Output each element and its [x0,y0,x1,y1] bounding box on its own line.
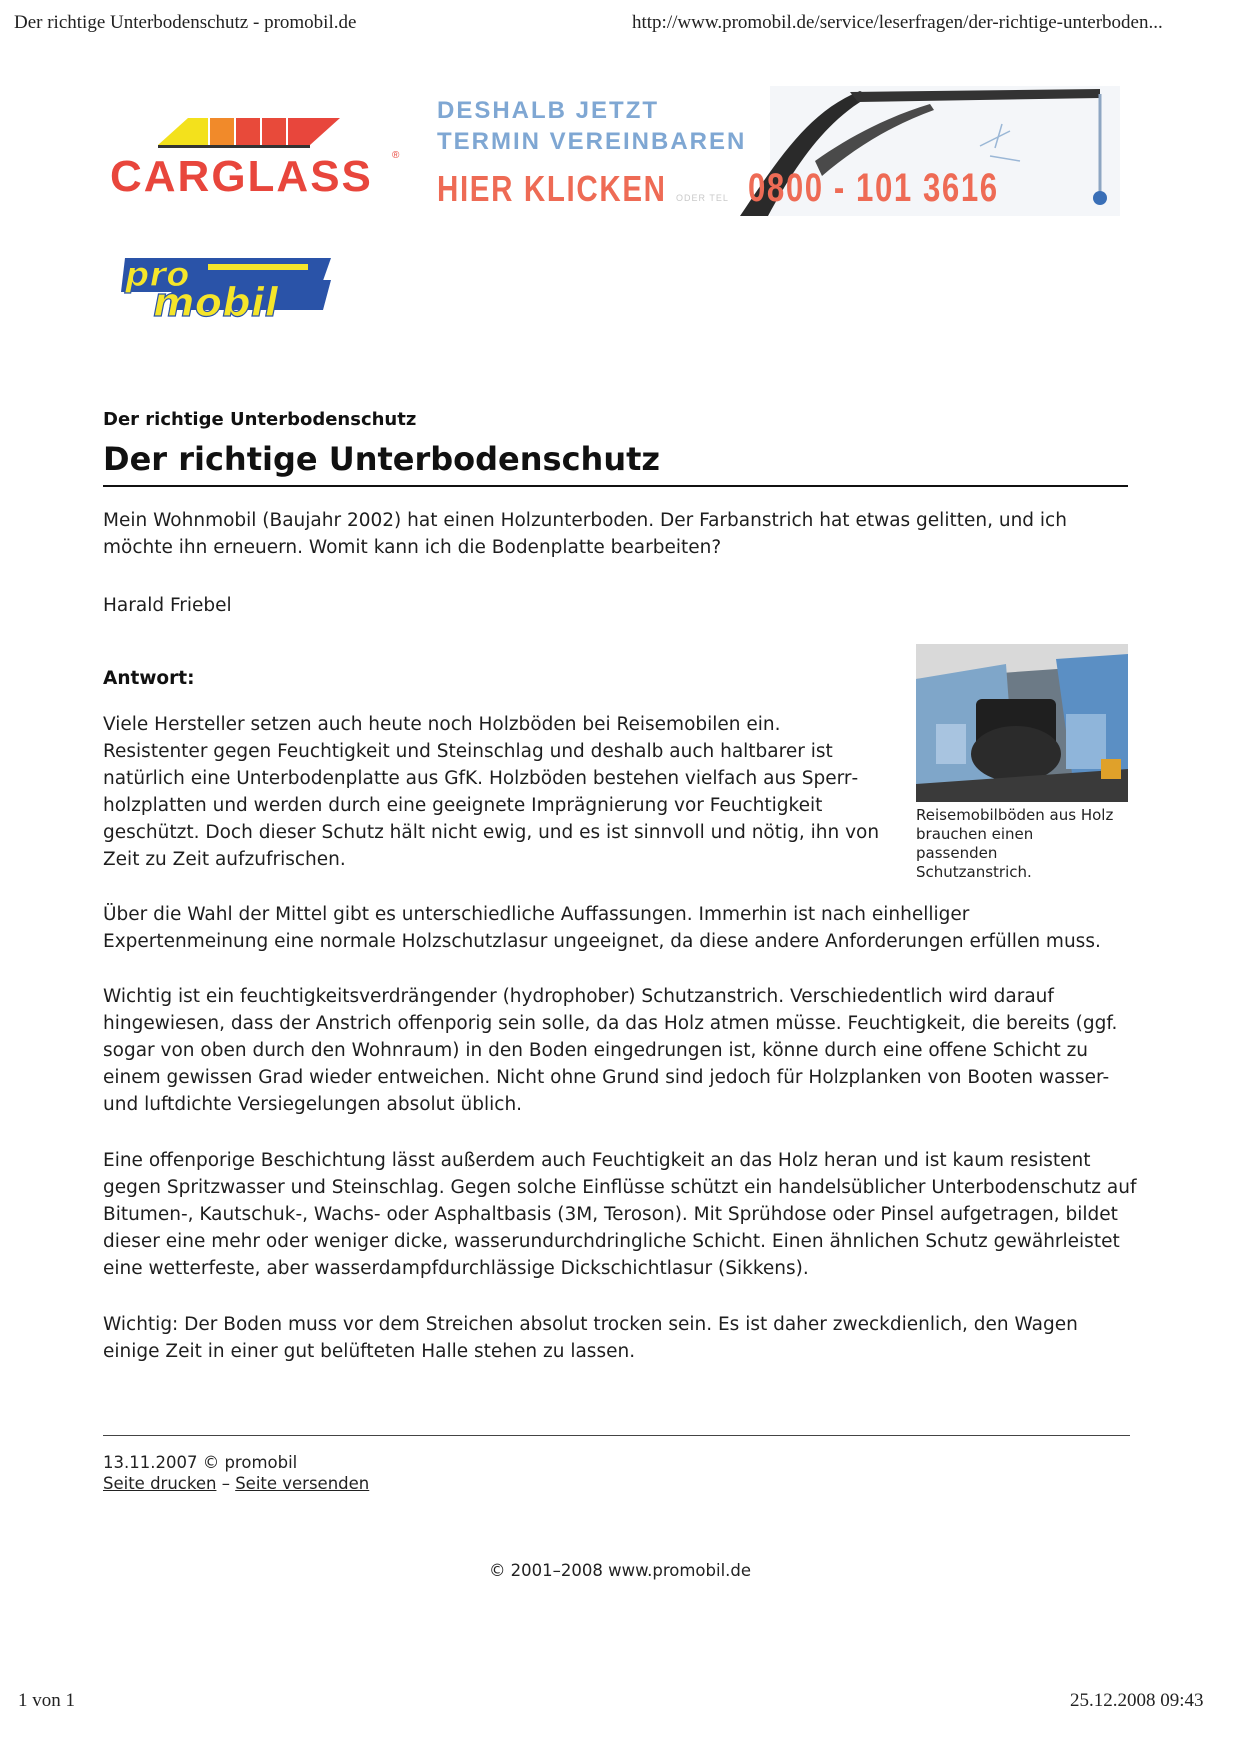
carglass-stripes-icon [110,112,400,157]
print-page-title: Der richtige Unterbodenschutz - promobil.de [14,12,357,33]
answer-paragraph-3: Wichtig ist ein feuchtigkeitsverdrängender (hydrophober) Schutzanstrich. Verschiedentlich wird darauf hingewiesen, dass der Anstrich offenporig sein solle, da das Holz atmen müsse. Feuchtigkeit, die bereits (ggf. sogar von oben durch den Wohnraum) in den Boden eingedrungen ist, könne durch eine offene Schicht zu einem gewissen Grad wieder entweichen. Nicht ohne Grund sind jedoch für Holzplanken von Booten wasser- und luftdichte Versiegelungen absolut üblich. [103,986,1118,1115]
link-separator: – [221,1474,230,1493]
site-copyright: © 2001–2008 www.promobil.de [488,1561,752,1580]
send-page-link[interactable]: Seite versenden [235,1474,370,1493]
ad-headline-1: DESHALB JETZT [437,97,660,124]
title-divider [103,485,1128,487]
footer-divider [103,1435,1130,1436]
answer-heading: Antwort: [103,668,195,689]
answer-paragraph-1: Viele Hersteller setzen auch heute noch Holzböden bei Reisemobilen ein. Resistenter gegen Feuchtigkeit und Steinschlag und deshalb auch haltbarer ist natürlich eine Unterbodenplatte aus GfK. Holzböden bestehen vielfach aus Sperrholzplatten und werden durch eine geeignete Imprägnierung vor Feuchtigkeit geschützt. Doch dieser Schutz hält nicht ewig, und es ist sinnvoll und nötig, ihn von Zeit zu Zeit aufzufrischen. [103,714,880,870]
ad-headline-2: TERMIN VEREINBAREN [437,128,747,155]
logo-pro: pro [125,255,190,295]
ad-phone-number[interactable]: 0800 - 101 3616 [748,166,999,210]
ad-cta-button[interactable]: HIER KLICKEN [437,168,667,209]
print-page-number: 1 von 1 [18,1690,75,1711]
logo-mobil: mobil [153,280,279,326]
carglass-logo[interactable] [110,112,400,202]
registered-mark: ® [392,150,400,161]
carglass-wordmark: CARGLASS [110,152,373,201]
photo-caption: Reisemobilböden aus Holz brauchen einen passenden Schutzanstrich. [916,806,1114,881]
print-timestamp: 25.12.2008 09:43 [1070,1690,1204,1711]
article-photo [916,644,1128,802]
article-date: 13.11.2007 © promobil [103,1453,298,1472]
article-kicker: Der richtige Unterbodenschutz [103,409,417,430]
print-page-link[interactable]: Seite drucken [103,1474,217,1493]
answer-paragraph-4: Eine offenporige Beschichtung lässt außerdem auch Feuchtigkeit an das Holz heran und ist kaum resistent gegen Spritzwasser und Steinschlag. Gegen solche Einflüsse schützt ein handelsüblicher Unterbodenschutz auf Bitumen-, Kautschuk-, Wachs- oder Asphaltbasis (3M, Teroson). Mit Sprühdose oder Pinsel aufgetragen, bildet dieser eine mehr oder weniger dicke, wasserundurchdringliche Schicht. Einen ähnlichen Schutz gewährleistet eine wetterfeste, aber wasserdampfdurchlässige Dickschichtlasur (Sikkens). [103,1150,1137,1279]
answer-paragraph-2: Über die Wahl der Mittel gibt es unterschiedliche Auffassungen. Immerhin ist nach einhelliger Expertenmeinung eine normale Holzschutzlasur ungeeignet, da diese andere Anforderungen erfüllen muss. [103,904,1101,952]
ad-oder-tel: ODER TEL [676,193,729,203]
page-title: Der richtige Unterbodenschutz [103,440,661,478]
question-author: Harald Friebel [103,595,232,616]
article-actions [103,1474,369,1493]
print-page-url: http://www.promobil.de/service/leserfragen/der-richtige-unterboden... [632,12,1163,33]
promobil-logo[interactable] [113,250,333,330]
answer-paragraph-5: Wichtig: Der Boden muss vor dem Streichen absolut trocken sein. Es ist daher zweckdienlich, den Wagen einige Zeit in einer gut belüfteten Halle stehen zu lassen. [103,1314,1078,1362]
reader-question: Mein Wohnmobil (Baujahr 2002) hat einen Holzunterboden. Der Farbanstrich hat etwas gelitten, und ich möchte ihn erneuern. Womit kann ich die Bodenplatte bearbeiten? [103,510,1067,558]
